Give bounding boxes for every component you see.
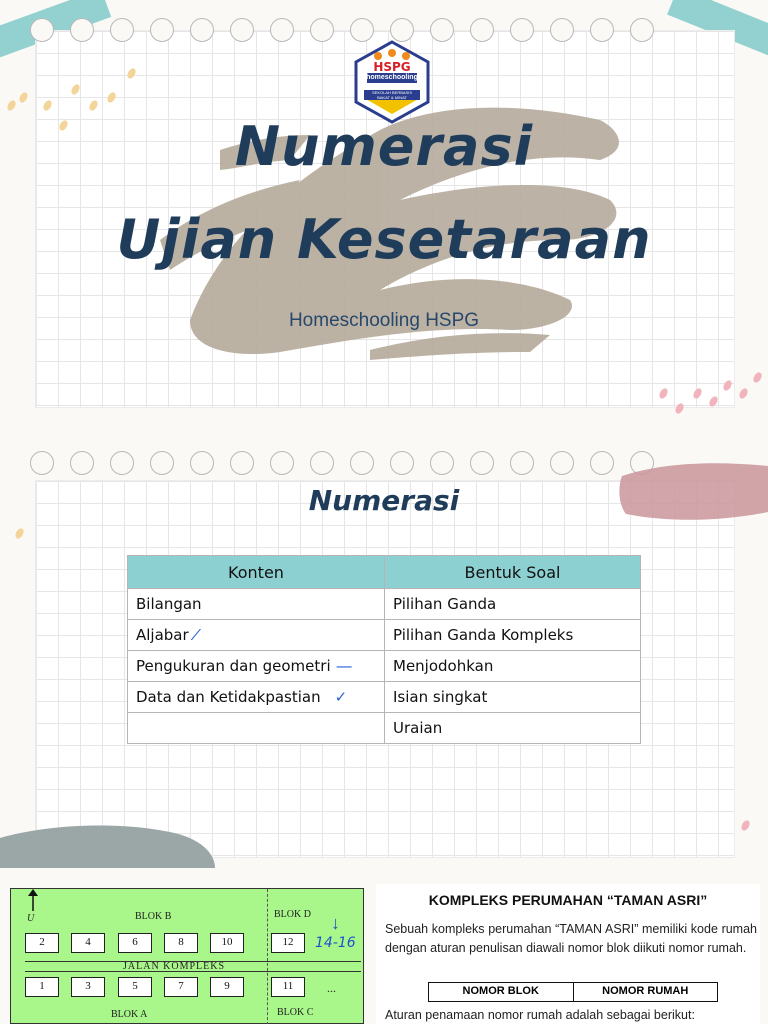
housing-map bbox=[10, 888, 364, 1024]
logo-name: homeschooling bbox=[366, 74, 418, 81]
section-title: Numerasi bbox=[308, 484, 460, 517]
house-3: 3 bbox=[71, 977, 105, 997]
cell-bentuk: Uraian bbox=[385, 713, 641, 744]
konten-text: Bilangan bbox=[136, 595, 202, 613]
cell-bentuk: Pilihan Ganda bbox=[385, 589, 641, 620]
cell-konten bbox=[128, 620, 385, 651]
konten-text: Pengukuran dan geometri bbox=[136, 657, 331, 675]
house-11: 11 bbox=[271, 977, 305, 997]
logo-tagline-1: SEKOLAH BERBASIS bbox=[371, 90, 412, 95]
house-12: 12 bbox=[271, 933, 305, 953]
more-houses-dots: ... bbox=[327, 981, 336, 995]
cell-konten bbox=[128, 713, 385, 744]
north-label: U bbox=[27, 913, 35, 924]
cell-konten bbox=[128, 682, 385, 713]
binder-rings-top bbox=[30, 18, 654, 42]
north-arrow-icon bbox=[27, 889, 39, 911]
cover-subtitle: Homeschooling HSPG bbox=[288, 310, 480, 331]
jalan-label: JALAN KOMPLEKS bbox=[123, 961, 226, 972]
house-9: 9 bbox=[210, 977, 244, 997]
table-header-row bbox=[128, 556, 641, 589]
table-row bbox=[128, 713, 641, 744]
checkmark-icon: ⁄ bbox=[194, 626, 198, 644]
code-col-rumah: NOMOR RUMAH bbox=[602, 985, 689, 997]
hspg-logo bbox=[350, 40, 434, 124]
house-8: 8 bbox=[164, 933, 198, 953]
handwritten-annotation: 14-16 bbox=[315, 935, 356, 951]
logo-abbr: HSPG bbox=[373, 60, 411, 74]
problem-body: Sebuah kompleks perumahan “TAMAN ASRI” memiliki kode rumah dengan aturan penulisan diawali nomor blok diikuti nomor rumah. bbox=[385, 922, 757, 955]
problem-title: KOMPLEKS PERUMAHAN “TAMAN ASRI” bbox=[428, 892, 708, 908]
cell-bentuk: Menjodohkan bbox=[385, 651, 641, 682]
cell-konten bbox=[128, 651, 385, 682]
binder-rings-mid bbox=[30, 451, 654, 475]
blok-c-label: BLOK C bbox=[277, 1007, 314, 1018]
cover-title-line1: Numerasi bbox=[234, 115, 534, 178]
house-1: 1 bbox=[25, 977, 59, 997]
handwritten-arrow-icon: ↓ bbox=[331, 913, 340, 933]
problem-footer: Aturan penamaan nomor rumah adalah sebagai berikut: bbox=[385, 1008, 695, 1022]
cell-bentuk: Isian singkat bbox=[385, 682, 641, 713]
blok-d-label: BLOK D bbox=[274, 909, 311, 920]
house-2: 2 bbox=[25, 933, 59, 953]
house-7: 7 bbox=[164, 977, 198, 997]
checkmark-icon: ― bbox=[336, 657, 352, 675]
hill-decoration bbox=[0, 818, 215, 868]
table-row bbox=[128, 651, 641, 682]
problem-panel bbox=[376, 884, 760, 1024]
cell-konten bbox=[128, 589, 385, 620]
road-line-bottom bbox=[25, 971, 361, 972]
checkmark-icon: ✓ bbox=[334, 688, 348, 706]
cover-title-line2: Ujian Kesetaraan bbox=[116, 208, 652, 271]
numerasi-table bbox=[127, 555, 641, 744]
logo-tagline-2: BAKAT & MINAT bbox=[377, 95, 407, 100]
house-5: 5 bbox=[118, 977, 152, 997]
konten-text: Aljabar bbox=[136, 626, 189, 644]
house-10: 10 bbox=[210, 933, 244, 953]
code-table bbox=[428, 982, 718, 1002]
konten-text: Data dan Ketidakpastian bbox=[136, 688, 321, 706]
code-col-blok: NOMOR BLOK bbox=[429, 983, 574, 1001]
blok-a-label: BLOK A bbox=[111, 1009, 148, 1020]
table-row bbox=[128, 620, 641, 651]
house-4: 4 bbox=[71, 933, 105, 953]
block-divider bbox=[267, 889, 268, 1024]
cell-bentuk: Pilihan Ganda Kompleks bbox=[385, 620, 641, 651]
blok-b-label: BLOK B bbox=[135, 911, 172, 922]
header-bentuk-soal: Bentuk Soal bbox=[385, 556, 641, 589]
table-row bbox=[128, 682, 641, 713]
house-6: 6 bbox=[118, 933, 152, 953]
table-row bbox=[128, 589, 641, 620]
header-konten: Konten bbox=[128, 556, 385, 589]
